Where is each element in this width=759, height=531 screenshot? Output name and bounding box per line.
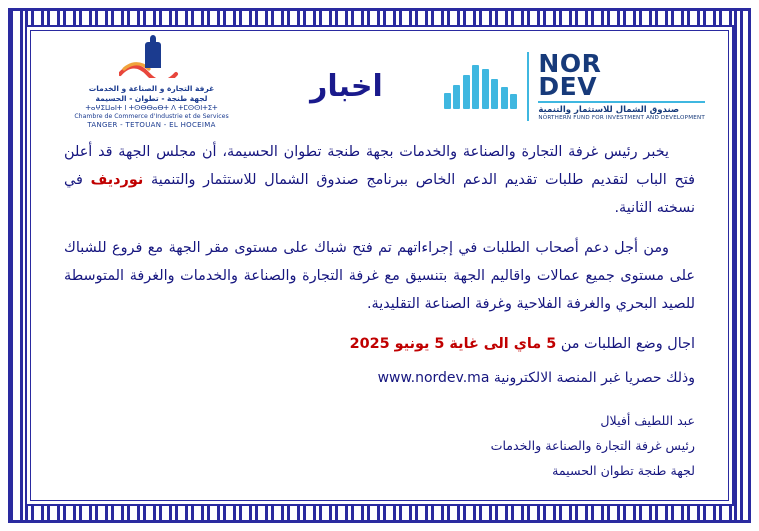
nordev-bars-mark-icon (444, 63, 518, 109)
deadline-prefix: اجال وضع الطلبات من (556, 336, 695, 353)
signatory-title: رئيس غرفة التجارة والصناعة والخدمات (490, 438, 695, 454)
chamber-region: TANGER - TETOUAN - EL HOCEIMA (87, 121, 216, 130)
nordev-arabic-name: صندوق الشمال للاستثمار والتنمية (538, 104, 680, 115)
signatory-region: لجهة طنجة تطوان الحسيمة (552, 463, 695, 479)
chamber-arabic-line1: غرفة التجارة و الصناعة و الخدمات (88, 83, 215, 93)
paragraph-1-after: في نسخته الثانية. (64, 172, 695, 217)
tower-icon (145, 42, 161, 68)
nordev-english-name: NORTHERN FUND FOR INVESTMENT AND DEVELOPMENT (538, 114, 705, 121)
document-header (48, 40, 711, 132)
lighthouse-wave-emblem-icon (119, 42, 185, 82)
nordev-wordmark (527, 48, 705, 121)
website-line (64, 365, 695, 392)
paragraph-1 (64, 138, 695, 222)
signature-block (64, 408, 695, 484)
website-prefix: وذلك حصريا غبر المنصة الالكترونية (489, 369, 695, 386)
announcement-body (48, 138, 711, 483)
website-url[interactable]: www.nordev.ma (377, 369, 490, 386)
nordev-word-bottom: DEV (538, 71, 598, 101)
paragraph-1-highlight: نورديف (90, 172, 144, 189)
paragraph-1-before: يخبر رئيس غرفة التجارة والصناعة والخدمات بجهة طنجة تطوان الحسيمة، أن مجلس الجهة قد أعلن فتح الباب لتقديم طلبات تقديم الدعم الخاص ببرنامج صندوق الشمال للاستثمار والتنمية (64, 144, 695, 189)
paragraph-2: ومن أجل دعم أصحاب الطلبات في إجراءاتهم تم فتح شباك على مستوى مقر الجهة مع فروع للشباك على مستوى جميع عمالات واقاليم الجهة بتنسيق مع غرفة التجارة والصناعة والخدمات والغرفة المتوسطة للصيد البحري والغرفة الفلاحية وغرفة الصناعة التقليدية. (64, 240, 695, 313)
nordev-logo (444, 48, 705, 121)
chamber-logo (54, 42, 249, 131)
chamber-french: Chambre de Commerce d'Industrie et de Services (74, 113, 229, 121)
chamber-arabic-line2: لجهة طنجة - تطوان - الحسيمة (95, 93, 208, 103)
nordev-word-top: NOR (538, 48, 602, 78)
deadline-line (64, 330, 695, 358)
page-title: اخبار (310, 68, 383, 104)
deadline-dates: 5 ماي الى غاية 5 يونيو 2025 (349, 336, 557, 353)
signatory-name: عبد اللطيف أفيلال (600, 412, 695, 428)
nordev-divider (538, 101, 705, 103)
document-content (34, 34, 725, 497)
chamber-tifinagh: ⵜⴰⵖⵉⵡⴰⵏⵜ ⵏ ⵜⵙⴱⴱⴰⴱⵜ ⴷ ⵜⵎⵙⵙⵏⵜⵉⵜ (85, 104, 218, 112)
